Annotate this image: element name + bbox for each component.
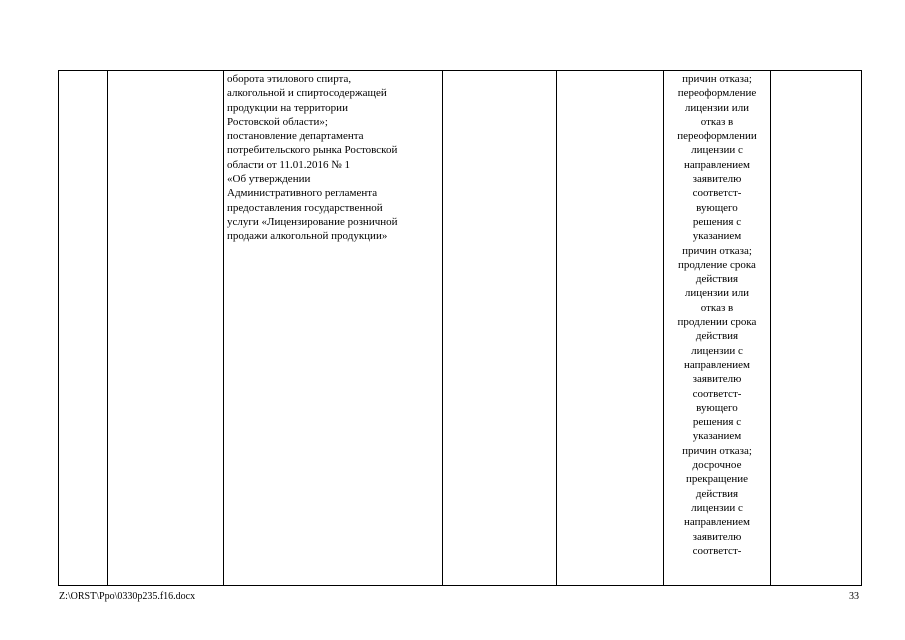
result-line: причин отказа;: [682, 244, 752, 257]
page-number: 33: [849, 591, 859, 602]
legal-basis-line: продукции на территории: [227, 101, 348, 114]
legal-basis-text: [227, 72, 439, 244]
result-line: переоформление: [677, 87, 757, 100]
result-line: досрочное: [692, 459, 742, 472]
footer-file-path: Z:\ORST\Ppo\0330p235.f16.docx: [59, 591, 196, 602]
table-cell-empty: [557, 71, 664, 586]
result-text: [667, 72, 767, 558]
result-line: лицензии с: [691, 344, 743, 357]
legal-basis-line: Ростовской области»;: [227, 115, 328, 128]
table-row: [59, 71, 862, 586]
result-line: заявителю: [692, 530, 742, 543]
result-line: решения с: [692, 215, 742, 228]
legal-basis-line: постановление департамента: [227, 130, 364, 143]
table-cell-empty: [108, 71, 224, 586]
result-line: продление срока: [678, 258, 756, 271]
legal-basis-line: Административного регламента: [227, 187, 378, 200]
legal-basis-line: потребительского рынка Ростовской: [227, 144, 398, 157]
table-cell-empty: [771, 71, 862, 586]
table-cell-result: [664, 71, 771, 586]
result-line: направлением: [684, 358, 750, 371]
result-line: лицензии с: [691, 144, 743, 157]
result-line: причин отказа;: [682, 73, 752, 85]
result-line: действия: [695, 487, 739, 500]
legal-basis-line: продажи алкогольной продукции»: [227, 230, 388, 243]
regulation-table: [58, 70, 862, 586]
legal-basis-line: области от 11.01.2016 № 1: [227, 158, 351, 171]
table-cell-empty: [443, 71, 557, 586]
result-line: действия: [695, 330, 739, 343]
result-line: переоформлении: [677, 130, 757, 143]
result-line: решения с: [692, 416, 742, 429]
result-line: указанием: [692, 430, 742, 443]
legal-basis-line: «Об утверждении: [227, 173, 311, 186]
legal-basis-line: услуги «Лицензирование розничной: [227, 215, 398, 228]
table-cell-number: [59, 71, 108, 586]
result-line: направлением: [684, 158, 750, 171]
result-line: действия: [695, 273, 739, 286]
legal-basis-line: оборота этилового спирта,: [227, 73, 352, 85]
result-line: вующего: [696, 201, 738, 214]
result-line: направлением: [684, 516, 750, 529]
result-line: соответст-: [692, 387, 742, 400]
result-line: лицензии или: [684, 287, 750, 300]
result-line: соответст-: [692, 544, 742, 557]
result-line: указанием: [692, 230, 742, 243]
result-line: лицензии или: [684, 101, 750, 114]
legal-basis-line: предоставления государственной: [227, 201, 383, 214]
result-line: заявителю: [692, 373, 742, 386]
result-line: отказ в: [700, 301, 734, 314]
result-line: прекращение: [685, 473, 748, 486]
result-line: заявителю: [692, 173, 742, 186]
result-line: продлении срока: [677, 316, 757, 329]
result-line: причин отказа;: [682, 444, 752, 457]
result-line: вующего: [696, 401, 738, 414]
result-line: соответст-: [692, 187, 742, 200]
table-cell-legal-basis: [224, 71, 443, 586]
legal-basis-line: алкогольной и спиртосодержащей: [227, 87, 387, 100]
result-line: лицензии с: [691, 501, 743, 514]
result-line: отказ в: [700, 115, 734, 128]
